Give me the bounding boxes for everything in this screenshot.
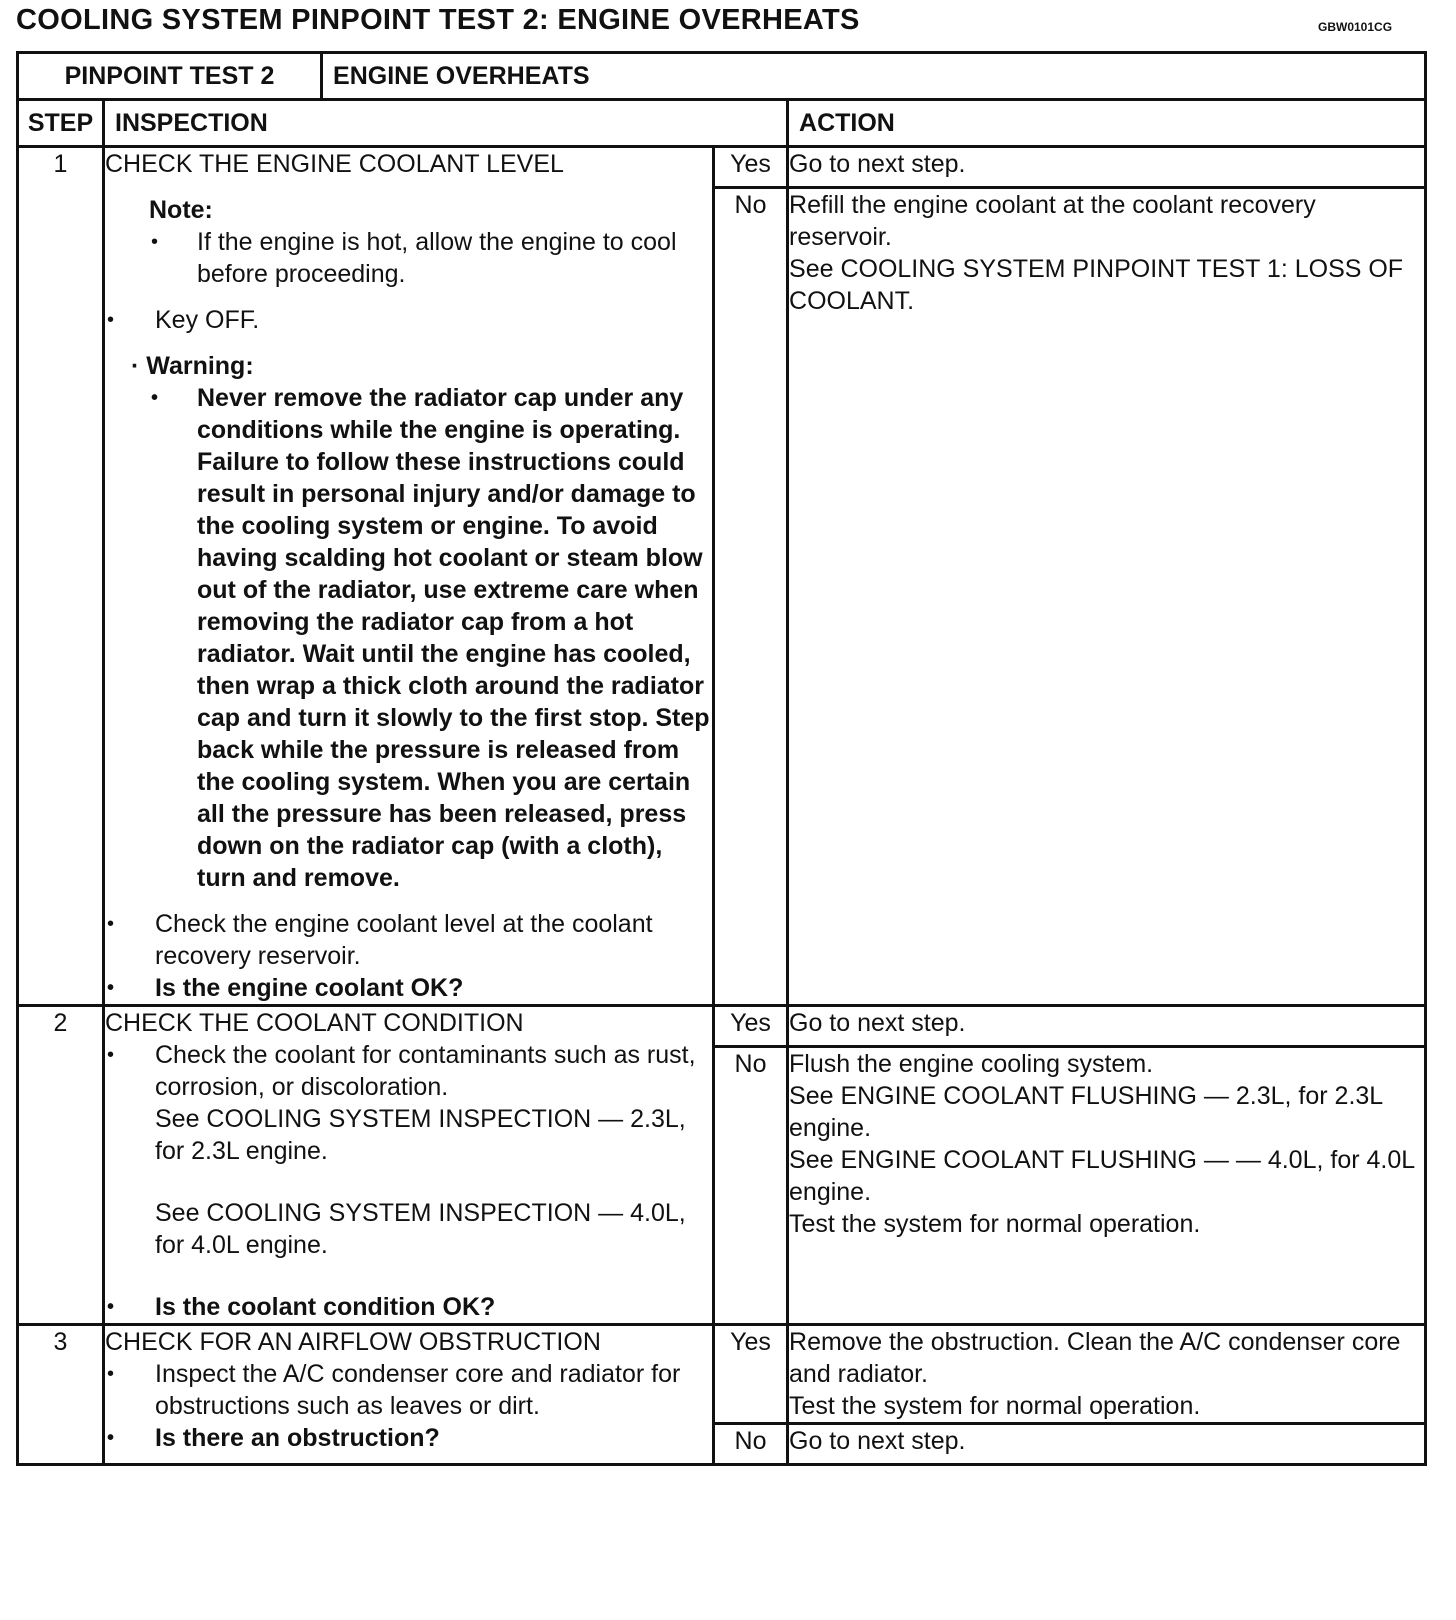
warning-label: · Warning:	[131, 352, 254, 380]
no-action-text: Flush the engine cooling system.	[789, 1050, 1154, 1078]
step-inspection	[104, 1006, 714, 1325]
step-number: 2	[18, 1006, 104, 1325]
table-row	[18, 1006, 1426, 1047]
test-label-cell	[18, 53, 322, 100]
step-heading: CHECK FOR AN AIRFLOW OBSTRUCTION	[105, 1328, 601, 1356]
table-row	[18, 147, 1426, 188]
document-code: GBW0101CG	[1318, 20, 1393, 34]
no-label: No	[714, 1424, 788, 1465]
yes-action	[788, 147, 1426, 188]
no-action-see-4-0l: See ENGINE COOLANT FLUSHING — — 4.0L, for 4.0L engine.	[789, 1146, 1415, 1206]
column-header-inspection	[104, 100, 788, 147]
test-name-cell	[322, 53, 1426, 100]
column-header-step	[18, 100, 104, 147]
no-action-text: Go to next step.	[789, 1427, 966, 1455]
yes-action-text: Remove the obstruction. Clean the A/C condenser core and radiator.	[789, 1328, 1401, 1388]
test-label: PINPOINT TEST 2	[64, 62, 275, 90]
no-action	[788, 1047, 1426, 1325]
step-inspection	[104, 1325, 714, 1465]
test-title-row	[18, 53, 1426, 100]
table-row	[18, 1325, 1426, 1424]
yes-action-test-text: Test the system for normal operation.	[789, 1392, 1201, 1420]
no-action-see-2-3l: See ENGINE COOLANT FLUSHING — 2.3L, for 2.3L engine.	[789, 1082, 1383, 1142]
check-text: • Check the coolant for contaminants such as rust, corrosion, or discoloration.	[105, 1039, 712, 1103]
key-off-text: • Key OFF.	[105, 304, 712, 336]
step-heading: CHECK THE COOLANT CONDITION	[105, 1009, 524, 1037]
no-action-see-text: See COOLING SYSTEM PINPOINT TEST 1: LOSS OF COOLANT.	[789, 255, 1404, 315]
step-number: 3	[18, 1325, 104, 1465]
test-name: ENGINE OVERHEATS	[333, 62, 590, 90]
step-heading: CHECK THE ENGINE COOLANT LEVEL	[105, 150, 564, 178]
no-action-text: Refill the engine coolant at the coolant recovery reservoir.	[789, 191, 1316, 251]
see-reference-4-0l: See COOLING SYSTEM INSPECTION — 4.0L, for 4.0L engine.	[155, 1199, 686, 1259]
no-action	[788, 188, 1426, 1006]
step-inspection	[104, 147, 714, 1006]
column-header-row	[18, 100, 1426, 147]
column-header-inspection-label: INSPECTION	[115, 109, 268, 137]
no-action	[788, 1424, 1426, 1465]
step-number: 1	[18, 147, 104, 1006]
yes-action-text: Go to next step.	[789, 150, 966, 178]
yes-label: Yes	[714, 147, 788, 188]
step-question: • Is there an obstruction?	[105, 1422, 712, 1454]
no-label: No	[714, 1047, 788, 1325]
yes-label: Yes	[714, 1006, 788, 1047]
column-header-step-label: STEP	[27, 109, 94, 137]
yes-label: Yes	[714, 1325, 788, 1424]
step-question: • Is the engine coolant OK?	[105, 972, 712, 1004]
warning-text: • Never remove the radiator cap under any conditions while the engine is operating. Failure to follow these instructions could result in personal injury and/or damage to the cooling system or engine. To avoid having scalding hot coolant or steam blow out of the radiator, use extreme care when removing the radiator cap from a hot radiator. Wait until the engine has cooled, then wrap a thick cloth around the radiator cap and turn it slowly to the first stop. Step back while the pressure is released from the cooling system. When you are certain all the pressure has been released, press down on the radiator cap (with a cloth), turn and remove.	[149, 382, 712, 894]
note-text: • If the engine is hot, allow the engine to cool before proceeding.	[149, 226, 712, 290]
see-reference-2-3l: See COOLING SYSTEM INSPECTION — 2.3L, for 2.3L engine.	[155, 1105, 686, 1165]
check-text: • Check the engine coolant level at the coolant recovery reservoir.	[105, 908, 712, 972]
column-header-action	[788, 100, 1426, 147]
pinpoint-test-table	[16, 51, 1427, 1466]
step-question: • Is the coolant condition OK?	[105, 1291, 712, 1323]
column-header-action-label: ACTION	[799, 109, 895, 137]
check-text: • Inspect the A/C condenser core and radiator for obstructions such as leaves or dirt.	[105, 1358, 712, 1422]
yes-action	[788, 1006, 1426, 1047]
no-label: No	[714, 188, 788, 1006]
no-action-test-text: Test the system for normal operation.	[789, 1210, 1201, 1238]
note-label: Note:	[149, 196, 213, 224]
yes-action	[788, 1325, 1426, 1424]
page-title: COOLING SYSTEM PINPOINT TEST 2: ENGINE OVERHEATS	[16, 4, 860, 36]
yes-action-text: Go to next step.	[789, 1009, 966, 1037]
